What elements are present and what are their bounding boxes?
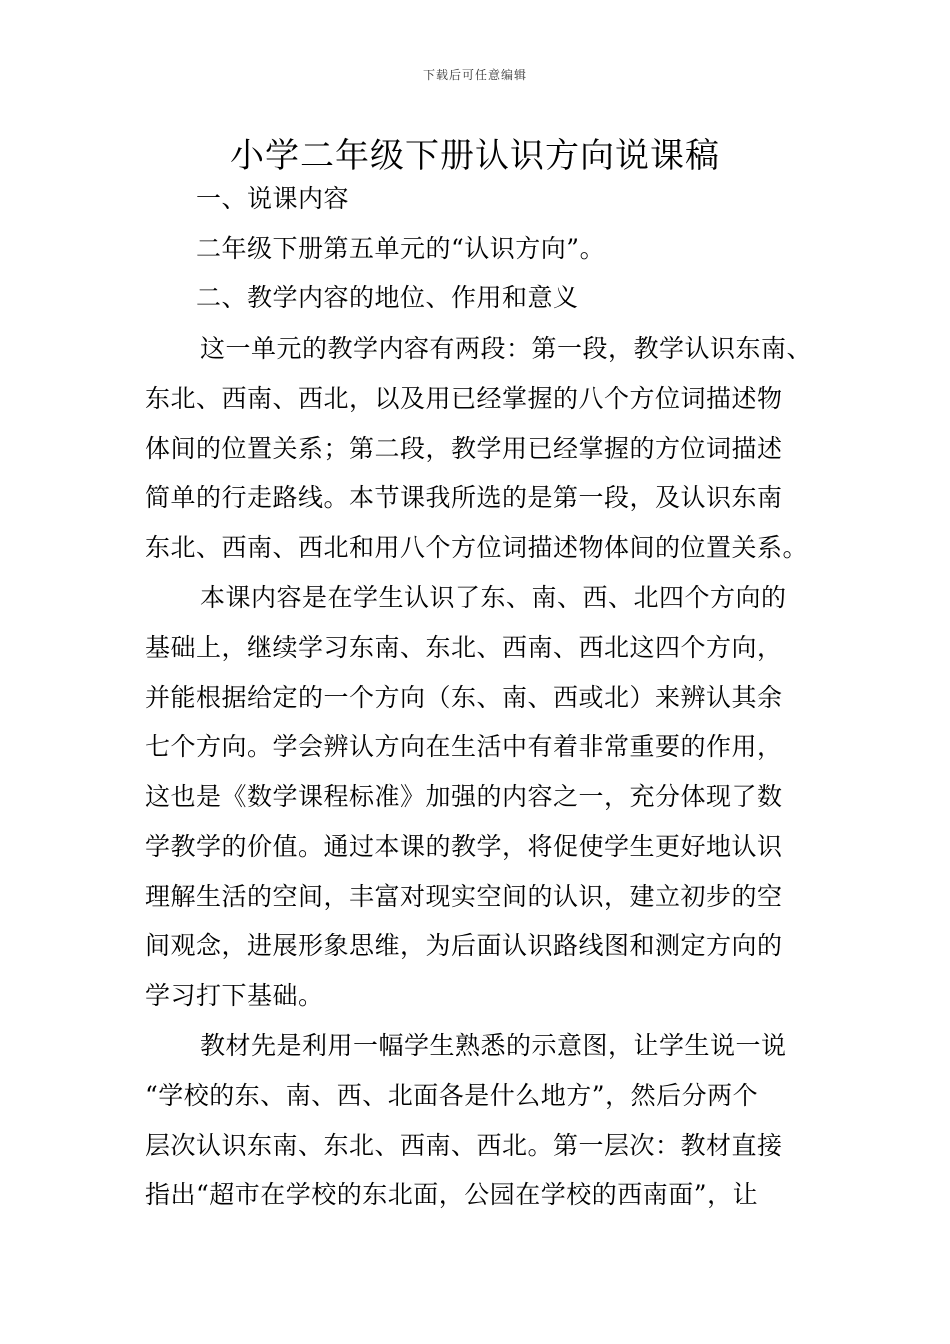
paragraph-line: 理解生活的空间，丰富对现实空间的认识，建立初步的空 (145, 882, 783, 911)
paragraph-line: “学校的东、南、西、北面各是什么地方”，然后分两个 (145, 1081, 759, 1110)
paragraph-line: 学习打下基础。 (145, 981, 324, 1010)
paragraph-line: 学教学的价值。通过本课的教学，将促使学生更好地认识 (145, 832, 783, 861)
paragraph-line: 这一单元的教学内容有两段：第一段，教学认识东南、 (200, 334, 813, 363)
paragraph-line: 这也是《数学课程标准》加强的内容之一，充分体现了数 (145, 782, 783, 811)
paragraph-line: 简单的行走路线。本节课我所选的是第一段，及认识东南 (145, 483, 783, 512)
section-heading-2: 二、教学内容的地位、作用和意义 (196, 283, 579, 312)
section-heading-1: 一、说课内容 (196, 184, 350, 213)
document-title: 小学二年级下册认识方向说课稿 (230, 136, 720, 176)
paragraph-line: 体间的位置关系；第二段，教学用已经掌握的方位词描述 (145, 434, 783, 463)
paragraph-line: 层次认识东南、东北、西南、西北。第一层次：教材直接 (145, 1131, 783, 1160)
paragraph-line: 东北、西南、西北，以及用已经掌握的八个方位词描述物 (145, 384, 783, 413)
paragraph-line: 本课内容是在学生认识了东、南、西、北四个方向的 (200, 583, 787, 612)
paragraph-line: 东北、西南、西北和用八个方位词描述物体间的位置关系。 (145, 533, 809, 562)
paragraph-line: 并能根据给定的一个方向（东、南、西或北）来辨认其余 (145, 683, 783, 712)
paragraph-line: 指出“超市在学校的东北面，公园在学校的西南面”，让 (145, 1180, 759, 1209)
paragraph-line: 基础上，继续学习东南、东北、西南、西北这四个方向， (145, 633, 783, 662)
paragraph-line: 教材先是利用一幅学生熟悉的示意图，让学生说一说 (200, 1031, 787, 1060)
paragraph-line: 二年级下册第五单元的“认识方向”。 (196, 234, 606, 263)
paragraph-line: 七个方向。学会辨认方向在生活中有着非常重要的作用， (145, 732, 783, 761)
paragraph-line: 间观念，进展形象思维，为后面认识路线图和测定方向的 (145, 931, 783, 960)
page-header-note: 下载后可任意编辑 (422, 68, 527, 82)
